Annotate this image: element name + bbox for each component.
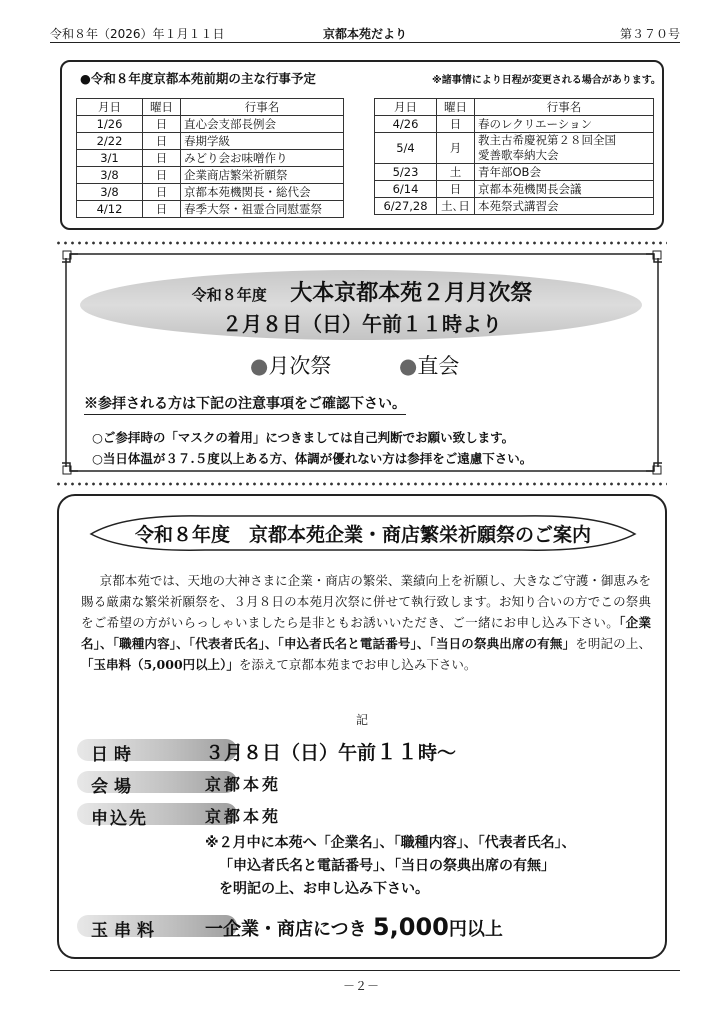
attendance-note-mask: ○ご参拝時の「マスクの着用」につきましては自己判断でお願い致します。 xyxy=(92,430,515,445)
festival-name: 大本京都本苑２月月次祭 xyxy=(290,280,533,306)
page-number: －２－ xyxy=(342,979,379,993)
body-text: を添えて京都本苑までお申し込み下さい。 xyxy=(238,657,477,672)
event-date: 1/26 xyxy=(77,116,143,133)
event-date: 5/23 xyxy=(375,164,437,181)
value-hour: １１ xyxy=(376,740,419,764)
event-date: 3/8 xyxy=(77,167,143,184)
event-name: 京都本苑機関長・総代会 xyxy=(181,184,344,201)
body-required-items: 「企業名」、「職種内容」、「代表者氏名」、「申込者氏名と電話番号」、「当日の祭典出席の有無」 xyxy=(81,615,651,651)
monthly-festival-notice xyxy=(62,250,662,475)
festival-datetime: ２月８日（日）午前１１時より xyxy=(222,312,502,336)
guide-paragraph xyxy=(81,570,651,675)
issue-date: 令和８年（2026）年１月１１日 xyxy=(50,27,225,41)
prosperity-prayer-guide xyxy=(57,494,667,959)
column-header-date: 月日 xyxy=(77,99,143,116)
label-text: 申込先 xyxy=(91,809,148,829)
schedule-box xyxy=(60,60,664,230)
column-header-date: 月日 xyxy=(375,99,437,116)
label-text: 玉串料 xyxy=(91,921,160,941)
value-text: 一企業・商店につき xyxy=(205,919,367,940)
guide-title: 令和８年度 京都本苑企業・商店繁栄祈願祭のご案内 xyxy=(134,524,591,546)
event-name: 企業商店繁栄祈願祭 xyxy=(181,167,344,184)
column-header-event: 行事名 xyxy=(475,99,654,116)
column-header-day: 曜日 xyxy=(437,99,475,116)
body-fee: 「玉串料（5,000円以上）」 xyxy=(81,657,239,672)
apply-note xyxy=(205,832,576,901)
table-row xyxy=(77,150,344,167)
table-row xyxy=(77,201,344,218)
event-name: みどり会お味噌作り xyxy=(181,150,344,167)
table-row xyxy=(375,164,654,181)
apply-note-line: 「申込者氏名と電話番号」、「当日の祭典出席の有無」 xyxy=(219,858,555,874)
apply-note-line: を明記の上、お申し込み下さい。 xyxy=(219,881,429,897)
event-day: 土 xyxy=(437,164,475,181)
event-name: 春季大祭・祖霊合同慰霊祭 xyxy=(181,201,344,218)
event-date: 6/27,28 xyxy=(375,198,437,215)
label-text: 会場 xyxy=(91,777,137,797)
event-date: 2/22 xyxy=(77,133,143,150)
event-day: 日 xyxy=(143,116,181,133)
event-day: 日 xyxy=(143,201,181,218)
event-day: 日 xyxy=(437,181,475,198)
event-name: 春のレクリエーション xyxy=(475,116,654,133)
event-date: 4/12 xyxy=(77,201,143,218)
event-day: 日 xyxy=(437,116,475,133)
bullet-icon: ● xyxy=(250,354,269,378)
value-venue: 京都本苑 xyxy=(205,775,282,794)
dotted-divider-bottom xyxy=(55,482,667,486)
event-name: 青年部OB会 xyxy=(475,164,654,181)
label-text: 日時 xyxy=(91,745,137,765)
newsletter-title: 京都本苑だより xyxy=(322,27,407,41)
item-label: 直会 xyxy=(417,354,460,378)
table-row xyxy=(77,167,344,184)
event-date: 6/14 xyxy=(375,181,437,198)
festival-item-1 xyxy=(250,350,331,380)
value-datetime xyxy=(205,736,456,766)
value-amount: 5,000 xyxy=(372,913,449,941)
schedule-table-left xyxy=(76,98,344,218)
header-rule xyxy=(50,42,680,43)
guide-body xyxy=(81,570,651,675)
table-row xyxy=(77,116,344,133)
event-date: 3/1 xyxy=(77,150,143,167)
value-fee xyxy=(205,913,503,941)
event-day: 日 xyxy=(143,133,181,150)
festival-title xyxy=(62,276,662,307)
table-row xyxy=(77,184,344,201)
table-row xyxy=(375,116,654,133)
value-text: 時～ xyxy=(418,742,457,764)
page-header xyxy=(50,22,680,44)
table-row xyxy=(77,133,344,150)
value-apply: 京都本苑 xyxy=(205,807,282,826)
apply-note-line: ※２月中に本苑へ「企業名」、「職種内容」、「代表者氏名」、 xyxy=(205,835,576,851)
item-label: 月次祭 xyxy=(268,354,332,378)
event-name: 本苑祭式講習会 xyxy=(475,198,654,215)
issue-number: 第３７０号 xyxy=(619,27,680,41)
event-name: 春期学級 xyxy=(181,133,344,150)
value-text: ３月８日（日）午前 xyxy=(205,742,377,764)
column-header-day: 曜日 xyxy=(143,99,181,116)
bullet-icon: ● xyxy=(399,354,418,378)
event-day: 土､日 xyxy=(437,198,475,215)
festival-item-2 xyxy=(399,350,459,380)
event-date: 4/26 xyxy=(375,116,437,133)
value-text: 円以上 xyxy=(448,919,503,940)
event-name: 京都本苑機関長会議 xyxy=(475,181,654,198)
event-name-multiline xyxy=(475,133,654,164)
table-row xyxy=(375,133,654,164)
schedule-table-right xyxy=(374,98,654,215)
event-name: 教主古希慶祝第２８回全国 xyxy=(478,133,616,147)
event-day: 月 xyxy=(437,133,475,164)
attendance-note-temperature: ○当日体温が３７.５度以上ある方、体調が優れない方は参拝をご遠慮下さい。 xyxy=(92,451,533,466)
attendance-warning: ※参拝される方は下記の注意事項をご確認下さい。 xyxy=(84,393,406,415)
table-header-row xyxy=(375,99,654,116)
event-name: 直心会支部長例会 xyxy=(181,116,344,133)
schedule-note: ※諸事情により日程が変更される場合があります。 xyxy=(432,75,661,86)
ki-mark: 記 xyxy=(355,713,368,727)
footer-rule xyxy=(50,970,680,971)
column-header-event: 行事名 xyxy=(181,99,344,116)
event-day: 日 xyxy=(143,150,181,167)
event-day: 日 xyxy=(143,184,181,201)
table-row xyxy=(375,198,654,215)
event-date: 5/4 xyxy=(375,133,437,164)
body-text: 京都本苑では、天地の大神さまに企業・商店の繁栄、業績向上を祈願し、大きなご守護・御恵みを賜る厳粛な繁栄祈願祭を、３月８日の本苑月次祭に併せて執行致します。お知り合いの方でこの祭典をご希望の方がいらっしゃいましたら是非ともお誘いいただき、ご一緒にお申し込み下さい。 xyxy=(81,573,651,630)
table-row xyxy=(375,181,654,198)
guide-title-banner xyxy=(85,512,641,554)
table-header-row xyxy=(77,99,344,116)
festival-year: 令和８年度 xyxy=(191,286,267,304)
event-day: 日 xyxy=(143,167,181,184)
event-date: 3/8 xyxy=(77,184,143,201)
dotted-divider-top xyxy=(55,241,667,245)
event-name-line2: 愛善歌奉納大会 xyxy=(478,148,559,162)
body-text: を明記の上、 xyxy=(575,636,651,651)
schedule-heading: ●令和８年度京都本苑前期の主な行事予定 xyxy=(80,71,316,86)
